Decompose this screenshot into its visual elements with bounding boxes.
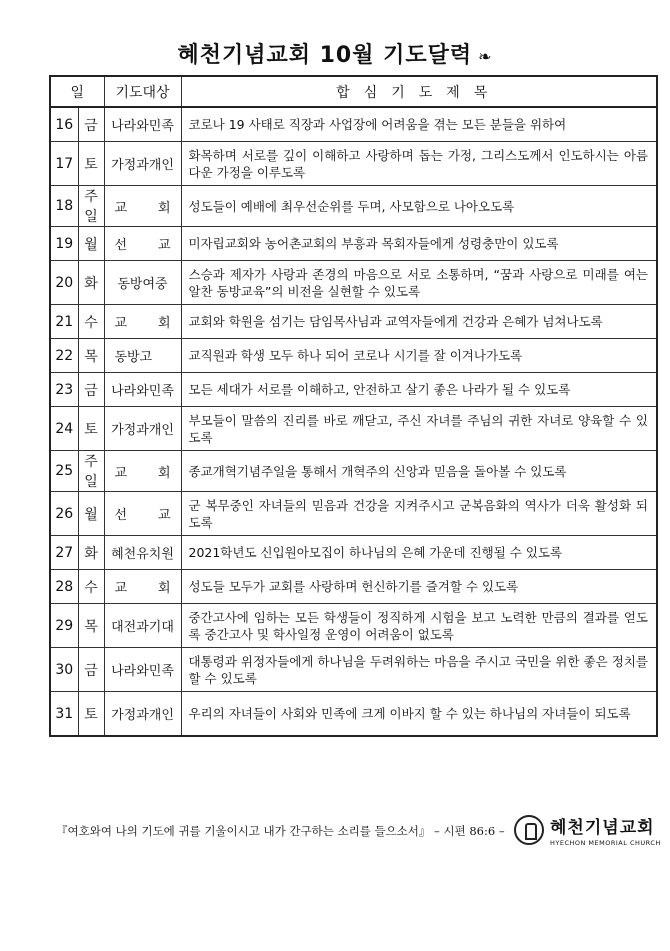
prayer-cell: 군 복무중인 자녀들의 믿음과 건강을 지켜주시고 군복음화의 역사가 더욱 활성화 되도록 bbox=[181, 492, 657, 536]
weekday-cell: 화 bbox=[78, 261, 104, 305]
target-cell: 선 교 bbox=[104, 492, 181, 536]
target-cell: 동방여중 bbox=[104, 261, 181, 305]
target-cell: 가정과개인 bbox=[104, 142, 181, 186]
table-row bbox=[50, 692, 657, 737]
table-row bbox=[50, 142, 657, 186]
church-logo bbox=[514, 813, 661, 847]
prayer-cell: 스승과 제자가 사랑과 존경의 마음으로 서로 소통하며, “꿈과 사랑으로 미래를 여는 알찬 동방교육”의 비전을 실현할 수 있도록 bbox=[181, 261, 657, 305]
target-cell: 교 회 bbox=[104, 305, 181, 339]
day-cell: 19 bbox=[50, 227, 78, 261]
logo-name: 혜천기념교회 bbox=[550, 818, 655, 838]
weekday-cell: 월 bbox=[78, 492, 104, 536]
table-row bbox=[50, 407, 657, 451]
day-cell: 24 bbox=[50, 407, 78, 451]
header-prayer: 합심기도제목 bbox=[181, 76, 657, 107]
day-cell: 28 bbox=[50, 570, 78, 604]
weekday-cell: 토 bbox=[78, 407, 104, 451]
prayer-cell: 모든 세대가 서로를 이해하고, 안전하고 살기 좋은 나라가 될 수 있도록 bbox=[181, 373, 657, 407]
prayer-cell: 우리의 자녀들이 사회와 민족에 크게 이바지 할 수 있는 하나님의 자녀들이 되도록 bbox=[181, 692, 657, 737]
weekday-cell: 목 bbox=[78, 339, 104, 373]
weekday-cell: 금 bbox=[78, 648, 104, 692]
header-target: 기도대상 bbox=[104, 76, 181, 107]
day-cell: 17 bbox=[50, 142, 78, 186]
table-row bbox=[50, 604, 657, 648]
prayer-cell: 부모들이 말씀의 진리를 바로 깨닫고, 주신 자녀를 주님의 귀한 자녀로 양육할 수 있도록 bbox=[181, 407, 657, 451]
weekday-cell: 월 bbox=[78, 227, 104, 261]
ornament-icon: ❧ bbox=[478, 47, 493, 66]
day-cell: 18 bbox=[50, 186, 78, 227]
target-cell: 나라와민족 bbox=[104, 648, 181, 692]
day-cell: 29 bbox=[50, 604, 78, 648]
table-row bbox=[50, 648, 657, 692]
table-row bbox=[50, 186, 657, 227]
weekday-cell: 수 bbox=[78, 570, 104, 604]
prayer-cell: 성도들이 예배에 최우선순위를 두며, 사모함으로 나아오도록 bbox=[181, 186, 657, 227]
target-cell: 교 회 bbox=[104, 186, 181, 227]
day-cell: 20 bbox=[50, 261, 78, 305]
prayer-cell: 코로나 19 사태로 직장과 사업장에 어려움을 겪는 모든 분들을 위하여 bbox=[181, 107, 657, 142]
table-row bbox=[50, 536, 657, 570]
logo-english: HYECHON MEMORIAL CHURCH bbox=[550, 839, 661, 847]
table-row bbox=[50, 373, 657, 407]
table-row bbox=[50, 492, 657, 536]
prayer-cell: 화목하며 서로를 깊이 이해하고 사랑하며 돕는 가정, 그리스도께서 인도하시는 아름다운 가정을 이루도록 bbox=[181, 142, 657, 186]
target-cell: 나라와민족 bbox=[104, 373, 181, 407]
target-cell: 동방고 bbox=[104, 339, 181, 373]
title-text: 혜천기념교회 10월 기도달력 bbox=[177, 43, 473, 68]
day-cell: 22 bbox=[50, 339, 78, 373]
page-title bbox=[0, 38, 670, 69]
day-cell: 31 bbox=[50, 692, 78, 737]
day-cell: 27 bbox=[50, 536, 78, 570]
weekday-cell: 목 bbox=[78, 604, 104, 648]
footer-verse: 『여호와여 나의 기도에 귀를 기울이시고 내가 간구하는 소리를 들으소서』 – 시편 86:6 – bbox=[56, 824, 505, 838]
prayer-cell: 미자립교회와 농어촌교회의 부흥과 목회자들에게 성령충만이 있도록 bbox=[181, 227, 657, 261]
weekday-cell: 수 bbox=[78, 305, 104, 339]
table-row bbox=[50, 107, 657, 142]
target-cell: 가정과개인 bbox=[104, 692, 181, 737]
weekday-cell: 토 bbox=[78, 692, 104, 737]
target-cell: 가정과개인 bbox=[104, 407, 181, 451]
weekday-cell: 화 bbox=[78, 536, 104, 570]
prayer-cell: 성도들 모두가 교회를 사랑하며 헌신하기를 즐겨할 수 있도록 bbox=[181, 570, 657, 604]
prayer-cell: 교직원과 학생 모두 하나 되어 코로나 시기를 잘 이겨나가도록 bbox=[181, 339, 657, 373]
table-row bbox=[50, 570, 657, 604]
day-cell: 23 bbox=[50, 373, 78, 407]
target-cell: 교 회 bbox=[104, 570, 181, 604]
prayer-cell: 교회와 학원을 섬기는 담임목사님과 교역자들에게 건강과 은혜가 넘쳐나도록 bbox=[181, 305, 657, 339]
prayer-cell: 2021학년도 신입원아모집이 하나님의 은혜 가운데 진행될 수 있도록 bbox=[181, 536, 657, 570]
table-row bbox=[50, 261, 657, 305]
day-cell: 21 bbox=[50, 305, 78, 339]
weekday-cell: 토 bbox=[78, 142, 104, 186]
day-cell: 25 bbox=[50, 451, 78, 492]
prayer-calendar-table bbox=[49, 75, 658, 737]
table-row bbox=[50, 227, 657, 261]
weekday-cell: 금 bbox=[78, 373, 104, 407]
weekday-cell: 주일 bbox=[78, 451, 104, 492]
target-cell: 나라와민족 bbox=[104, 107, 181, 142]
church-seal-icon bbox=[514, 815, 544, 845]
prayer-cell: 중간고사에 임하는 모든 학생들이 정직하게 시험을 보고 노력한 만큼의 결과를 얻도록 중간고사 및 학사일정 운영이 어려움이 없도록 bbox=[181, 604, 657, 648]
target-cell: 교 회 bbox=[104, 451, 181, 492]
table-row bbox=[50, 305, 657, 339]
weekday-cell: 주일 bbox=[78, 186, 104, 227]
day-cell: 30 bbox=[50, 648, 78, 692]
weekday-cell: 금 bbox=[78, 107, 104, 142]
table-row bbox=[50, 451, 657, 492]
target-cell: 혜천유치원 bbox=[104, 536, 181, 570]
prayer-cell: 종교개혁기념주일을 통해서 개혁주의 신앙과 믿음을 돌아볼 수 있도록 bbox=[181, 451, 657, 492]
target-cell: 선 교 bbox=[104, 227, 181, 261]
table-row bbox=[50, 339, 657, 373]
day-cell: 26 bbox=[50, 492, 78, 536]
day-cell: 16 bbox=[50, 107, 78, 142]
prayer-cell: 대통령과 위정자들에게 하나님을 두려워하는 마음을 주시고 국민을 위한 좋은 정치를 할 수 있도록 bbox=[181, 648, 657, 692]
header-day: 일 bbox=[50, 76, 104, 107]
target-cell: 대전과기대 bbox=[104, 604, 181, 648]
